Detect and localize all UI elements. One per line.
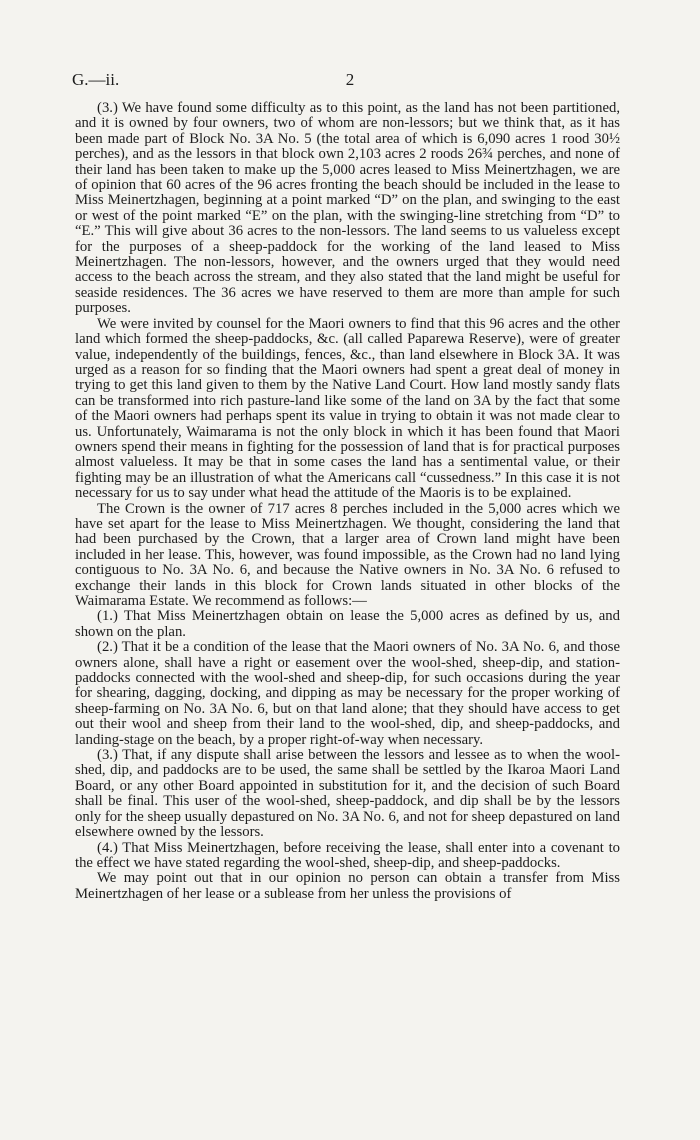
paragraph-transfer: We may point out that in our opinion no person can obtain a transfer from Miss Meinertzhagen of her lease or a sublease from her unless the provisions of bbox=[75, 870, 620, 902]
paragraph-crown: The Crown is the owner of 717 acres 8 perches included in the 5,000 acres which we have set apart for the lease to Miss Meinertzhagen. We thought, considering the land that had been purchased by the Crown, that a larger area of Crown land might have been included in her lease. This, however, was found impossible, as the Crown had no land lying contiguous to No. 3A No. 6, and because the Native owners in No. 3A No. 6 refused to exchange their lands in this block for Crown lands situated in other blocks of the Waimarama Estate. We recommend as follows:— bbox=[75, 500, 620, 609]
recommendation-3: (3.) That, if any dispute shall arise between the lessors and lessee as to when the wool-shed, dip, and paddocks are to be used, the same shall be settled by the Ikaroa Maori Land Board, or any other Board appointed in substitution for it, and the decision of such Board shall be final. This user of the wool-shed, sheep-paddock, and dip shall be by the lessors only for the sheep usually depastured on No. 3A No. 6, and not for sheep depastured on land elsewhere owned by the lessors. bbox=[75, 747, 620, 841]
page-header bbox=[72, 70, 628, 90]
page-number: 2 bbox=[345, 70, 355, 89]
document-reference: G.—ii. bbox=[72, 70, 120, 89]
paragraph-counsel: We were invited by counsel for the Maori owners to find that this 96 acres and the other land which formed the sheep-paddocks, &c. (all called Paparewa Reserve), were of greater value, independently of the buildings, fences, &c., than land elsewhere in Block 3A. It was urged as a reason for so finding that the Maori owners had spent a great deal of money in trying to get this land given to them by the Native Land Court. How land mostly sandy flats can be transformed into rich pasture-land like some of the land on 3A by the fact that some of the Maori owners had perhaps spent its value in trying to obtain it was not made clear to us. Unfortunately, Waimarama is not the only block in which it has been found that Maori owners spend their means in fighting for the possession of land that is for practical purposes almost valueless. It may be that in some cases the land has a sentimental value, or their fighting may be an illustration of what the Americans call “cussedness.” In this case it is not necessary for us to say under what head the attitude of the Maoris is to be explained. bbox=[75, 315, 620, 502]
recommendation-4: (4.) That Miss Meinertzhagen, before receiving the lease, shall enter into a covenant to the effect we have stated regarding the wool-shed, sheep-dip, and sheep-paddocks. bbox=[75, 839, 620, 871]
recommendation-2: (2.) That it be a condition of the lease that the Maori owners of No. 3A No. 6, and those owners alone, shall have a right or easement over the wool-shed, sheep-dip, and station-paddocks connected with the wool-shed and sheep-dip, for such occasions during the year for shearing, dagging, docking, and dipping as may be necessary for the proper working of sheep-farming on No. 3A No. 6, but on that land alone; that they should have access to get out their wool and sheep from their land to the wool-shed, dip, and sheep-paddocks, and landing-stage on the beach, by a proper right-of-way when necessary. bbox=[75, 639, 620, 748]
recommendation-1: (1.) That Miss Meinertzhagen obtain on lease the 5,000 acres as defined by us, and shown on the plan. bbox=[75, 608, 620, 640]
document-body bbox=[75, 101, 620, 902]
paragraph-difficulty: (3.) We have found some difficulty as to this point, as the land has not been partitioned, and it is owned by four owners, two of whom are non-lessors; but we think that, as it has been made part of Block No. 3A No. 5 (the total area of which is 6,090 acres 1 rood 30½ perches), and as the lessors in that block own 2,103 acres 2 roods 26¾ perches, and none of their land has been taken to make up the 5,000 acres leased to Miss Meinertzhagen, we are of opinion that 60 acres of the 96 acres fronting the beach should be included in the lease to Miss Meinertzhagen, beginning at a point marked “D” on the plan, and swinging to the east or west of the point marked “E” on the plan, with the swinging-line stretching from “D” to “E.” This will give about 36 acres to the non-lessors. The land seems to us valueless except for the purposes of a sheep-paddock for the working of the land leased to Miss Meinertzhagen. The non-lessors, however, and the owners urged that they would need access to the beach across the stream, and they also stated that the land might be useful for seaside residences. The 36 acres we have reserved to them are more than ample for such purposes. bbox=[75, 100, 620, 317]
